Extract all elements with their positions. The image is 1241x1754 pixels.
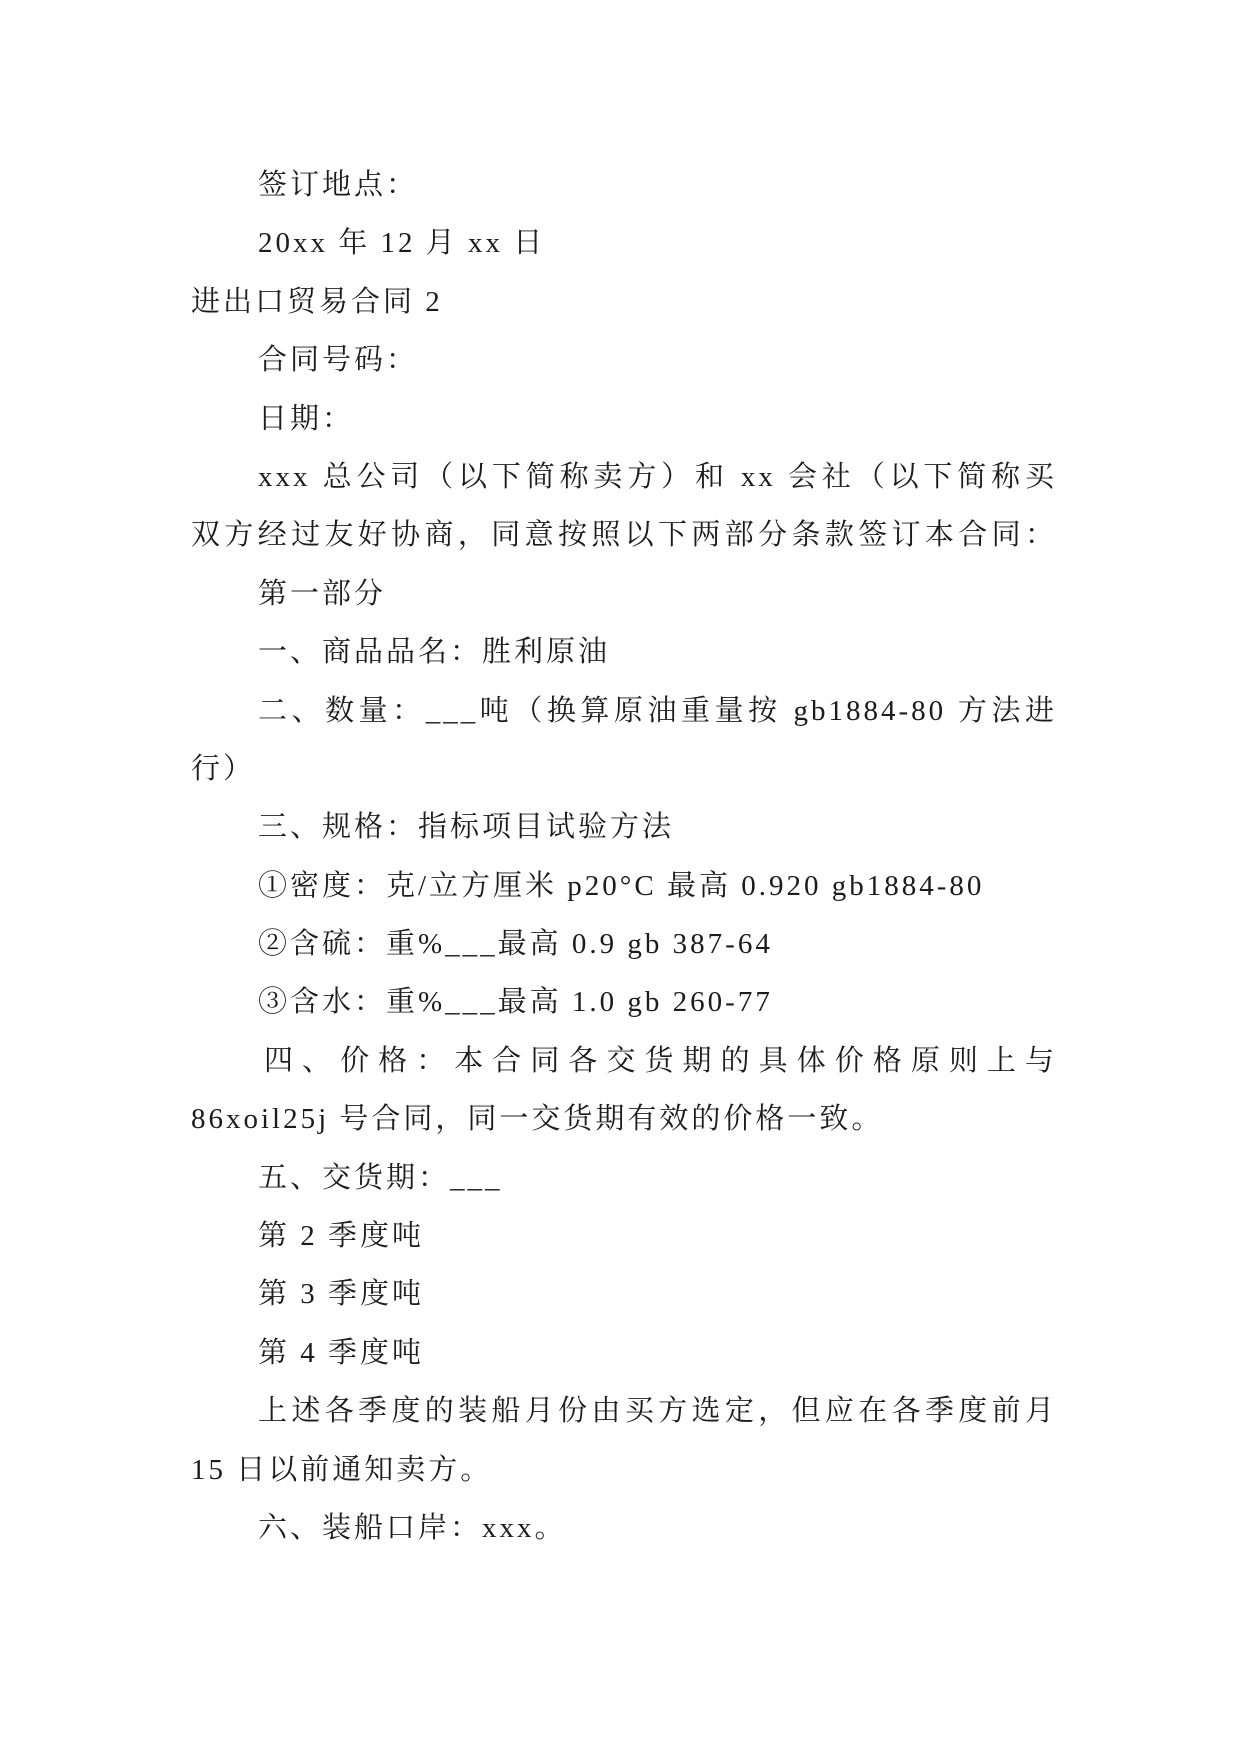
text-line: 日期： [258, 402, 355, 435]
paragraph-signing-place [191, 156, 1057, 214]
text-line: 第一部分 [258, 577, 387, 610]
clause-product-name [191, 623, 1057, 681]
text-line: xxx 总公司（以下简称卖方）和 xx 会社（以下简称买 [258, 460, 1057, 493]
text-line: 五、交货期：___ [258, 1161, 503, 1194]
clause-specification [191, 798, 1057, 856]
text-line: 签订地点： [258, 169, 419, 201]
spec-item-sulfur [191, 915, 1057, 973]
text-line: 20xx 年 12 月 xx 日 [258, 227, 546, 260]
text-line: 双方经过友好协商，同意按照以下两部分条款签订本合同： [191, 519, 1057, 552]
text-line: 15 日以前通知卖方。 [191, 1453, 493, 1486]
text-line: ②含硫：重%___最高 0.9 gb 387-64 [258, 928, 773, 961]
spec-item-water [191, 973, 1057, 1031]
clause-delivery-period [191, 1149, 1057, 1207]
paragraph-parties [191, 448, 1057, 565]
clause-quantity [191, 682, 1057, 799]
text-line: 行） [191, 752, 256, 785]
section-heading [191, 565, 1057, 623]
contract-title [191, 273, 1057, 331]
text-line: ①密度：克/立方厘米 p20°C 最高 0.920 gb1884-80 [258, 869, 985, 902]
text-line: 上述各季度的装船月份由买方选定，但应在各季度前月 [258, 1395, 1057, 1428]
text-line: 第 4 季度吨 [258, 1336, 425, 1369]
text-line: 第 2 季度吨 [258, 1220, 425, 1253]
text-line: 一、商品品名：胜利原油 [258, 636, 611, 669]
clause-loading-port [191, 1499, 1057, 1557]
text-line: 六、装船口岸：xxx。 [258, 1511, 567, 1544]
paragraph-signing-date [191, 214, 1057, 272]
text-line: 二、数量：___吨（换算原油重量按 gb1884-80 方法进 [258, 694, 1057, 727]
delivery-quarter-4 [191, 1324, 1057, 1382]
delivery-quarter-2 [191, 1207, 1057, 1265]
text-line: 合同号码： [258, 344, 419, 377]
text-line: 86xoil25j 号合同，同一交货期有效的价格一致。 [191, 1103, 884, 1136]
text-line: 第 3 季度吨 [258, 1278, 425, 1311]
delivery-quarter-3 [191, 1265, 1057, 1323]
clause-price [191, 1032, 1057, 1149]
text-line: 进出口贸易合同 2 [191, 285, 443, 318]
text-line: 三、规格：指标项目试验方法 [258, 811, 675, 844]
paragraph-shipment-month [191, 1382, 1057, 1499]
paragraph-contract-number [191, 331, 1057, 389]
paragraph-date [191, 390, 1057, 448]
text-line: 四、价格：本合同各交货期的具体价格原则上与 [264, 1044, 1057, 1077]
document-body [191, 156, 1057, 1557]
spec-item-density [191, 857, 1057, 915]
text-line: ③含水：重%___最高 1.0 gb 260-77 [258, 986, 773, 1019]
